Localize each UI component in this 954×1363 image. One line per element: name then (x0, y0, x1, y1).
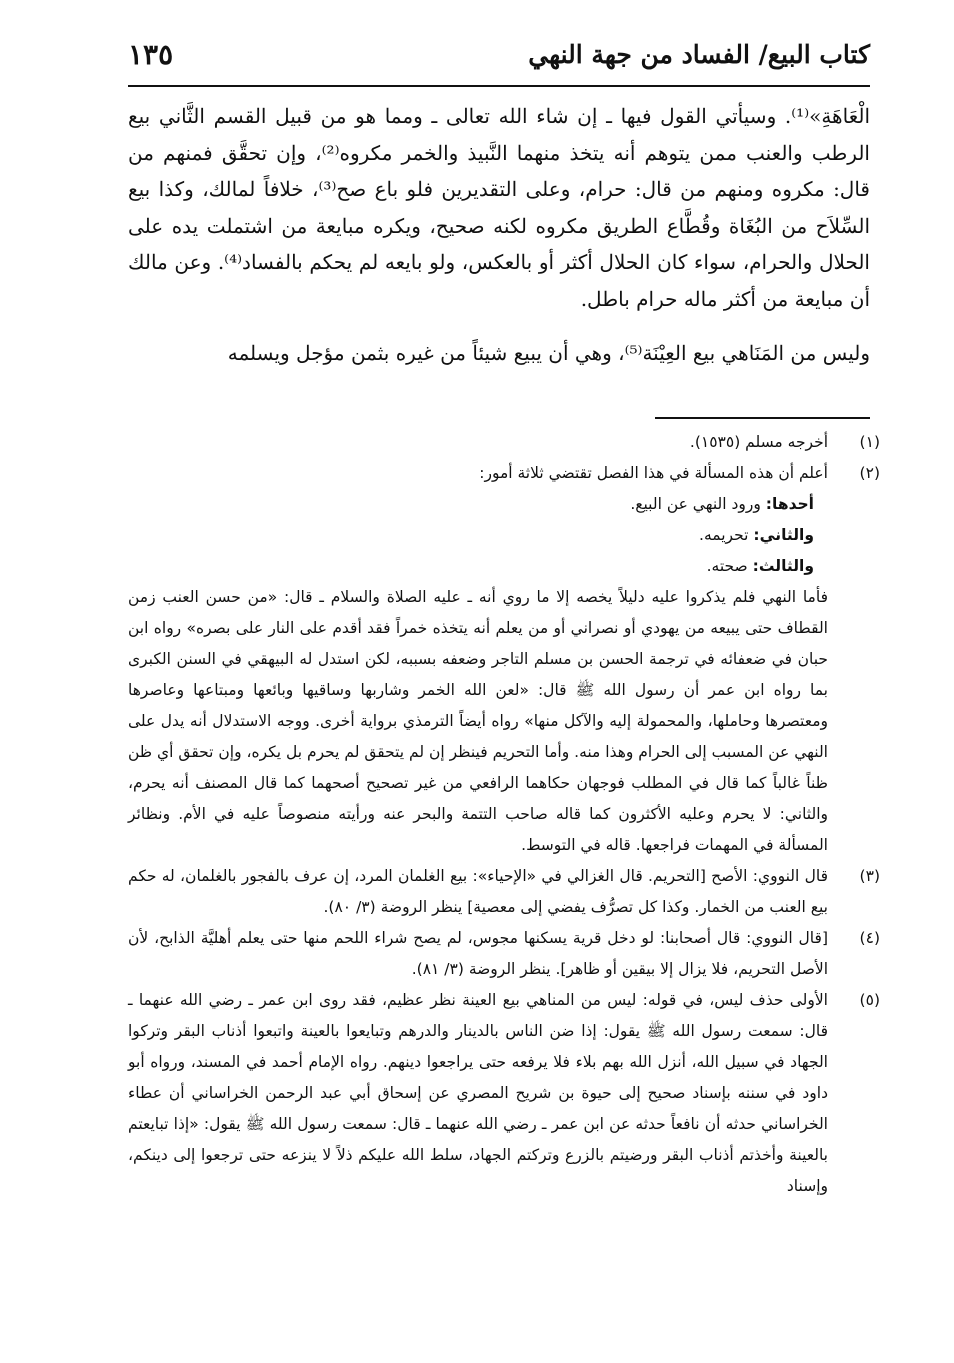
footnote-3 (128, 861, 880, 923)
header-rule (128, 85, 870, 87)
item-text: صحته. (706, 557, 748, 575)
running-title: كتاب البيع/ الفساد من جهة النهي (528, 40, 870, 69)
item-label: أحدها: (765, 495, 814, 513)
footnote-item (128, 520, 828, 551)
footnote-number: (٣) (859, 867, 880, 885)
footnote-number: (٤) (859, 929, 880, 947)
main-paragraph: وليس من المَنَاهي بيع العِيْنَة⁽⁵⁾، وهي أن يبيع شيئاً من غيره بثمن مؤجل ويسلمه (227, 341, 870, 365)
footnote-separator (655, 417, 870, 419)
item-label: والثالث: (752, 557, 814, 575)
footnote-4 (128, 923, 880, 985)
main-paragraph: الْعَاهَةِ»⁽¹⁾. وسيأتي القول فيها ـ إن شاء الله تعالى ـ ومما هو من قبيل القسم الثَّاني بيع الرطب والعنب ممن يتوهم أنه يتخذ منهما النَّبيذ والخمر مكروه⁽²⁾، وإن تحقَّق فمنهم من قال: مكروه ومنهم من قال: حرام، وعلى التقديرين فلو باع صح⁽³⁾، خلافاً لمالك، وكذا بيع السِّلاَح من البُغَاة وقُطَّاع الطريق مكروه لكنه صحيح، ويكره مبايعة من اشتملت يده على الحلال والحرام، سواء كان الحلال أكثر أو بالعكس، ولو بايعه لم يحكم بالفساد⁽⁴⁾. وعن مالك أن مبايعة من أكثر ماله حرام باطل. (128, 104, 870, 311)
footnote-item (128, 489, 828, 520)
footnote-5 (128, 985, 880, 1202)
footnote-text: قال النووي: الأصح [التحريم. قال الغزالي في «الإحياء»: بيع الغلمان المرد، إن عرف بالفجور بالغلمان، له حكم بيع العنب من الخمار. وكذا كل تصرُّف يفضي إلى معصية] ينظر الروضة (٣/ ٨٠). (128, 867, 828, 916)
footnote-text: أخرجه مسلم (١٥٣٥). (689, 433, 828, 451)
item-label: والثاني: (753, 526, 814, 544)
footnote-2 (128, 458, 880, 861)
main-text (128, 98, 870, 372)
footnote-intro: أعلم أن هذه المسألة في هذا الفصل تقتضي ثلاثة أمور: (479, 464, 828, 482)
item-text: ورود النهي عن البيع. (630, 495, 761, 513)
footnote-number: (٥) (859, 991, 880, 1009)
footnote-text: الأولى حذف ليس، في قوله: ليس من المناهي بيع العينة نظر عظيم، فقد روى ابن عمر ـ رضي الله عنهما ـ قال: سمعت رسول الله ﷺ يقول: إذا ضن الناس بالدينار والدرهم وتبايعوا بالعينة واتبعوا أذناب البقر وتركوا الجهاد في سبيل الله، أنزل الله بهم بلاء فلا يرفعه حتى يراجعوا دينهم. رواه الإمام أحمد في المسند، ورواه أبو داود في سننه بإسناد صحيح إلى حيوة بن شريح المصري عن إسحاق أبي عبد الرحمن الخراساني أن عطاء الخراساني حدثه أن نافعاً حدثه عن ابن عمر ـ رضي الله عنهما ـ قال: سمعت رسول الله ﷺ يقول: «إذا تبايعتم بالعينة وأخذتم أذناب البقر ورضيتم بالزرع وتركتم الجهاد، سلط الله عليكم ذلاً لا ينزعه حتى ترجعوا إلى دينكم، وإسناد (128, 991, 828, 1195)
footnote-number: (٢) (859, 464, 880, 482)
footnote-number: (١) (859, 433, 880, 451)
page-number: ١٣٥ (128, 38, 174, 71)
footnote-body: فأما النهي فلم يذكروا عليه دليلاً يخصه إلا ما روي أنه ـ عليه الصلاة والسلام ـ قال: «من حسن العنب زمن القطاف حتى يبيعه من يهودي أو نصراني أو من يعلم أنه يتخذه خمراً فقد أقدم على النار على بصره» رواه ابن حبان في ضعفائه في ترجمة الحسن بن مسلم التاجر وضعفه بسببه، لكن استدل له البيهقي في السنن الكبرى بما رواه ابن عمر أن رسول الله ﷺ قال: «لعن الله الخمر وشاربها وساقيها وبائعها ومبتاعها وعاصرها ومعتصرها وحاملها، والمحمولة إليه والآكل منها» رواه أيضاً الترمذي برواية أخرى. ووجه الاستدلال أنه يدل على النهي عن المسبب إلى الحرام وهذا منه. وأما التحريم فينظر إن لم يتحقق لم يحرم بل يكره، وإن تحقق أي ظن ظناً غالباً كما قال في المطلب فوجهان حكاهما الرافعي من غير تصحيح أصحهما كما قال المصنف أنه يحرم، والثاني: لا يحرم وعليه الأكثرون كما قاله صاحب التتمة والبحر عنه ورأيته منصوصاً عليه في الأم. ونظائر المسألة في المهمات فراجعها. قاله في التوسط. (127, 588, 828, 854)
footnote-item (128, 551, 828, 582)
footnote-1 (128, 427, 880, 458)
page-header (128, 40, 870, 82)
item-text: تحريمه. (699, 526, 749, 544)
footnote-text: [قال النووي: قال أصحابنا: لو دخل قرية يسكنها مجوس، لم يصح شراء اللحم منها حتى يعلم أهليَّة الذابح، لأن الأصل التحريم، فلا يزال إلا بيقين أو ظاهر]. ينظر الروضة (٣/ ٨١). (128, 929, 828, 978)
footnotes (128, 427, 880, 1202)
